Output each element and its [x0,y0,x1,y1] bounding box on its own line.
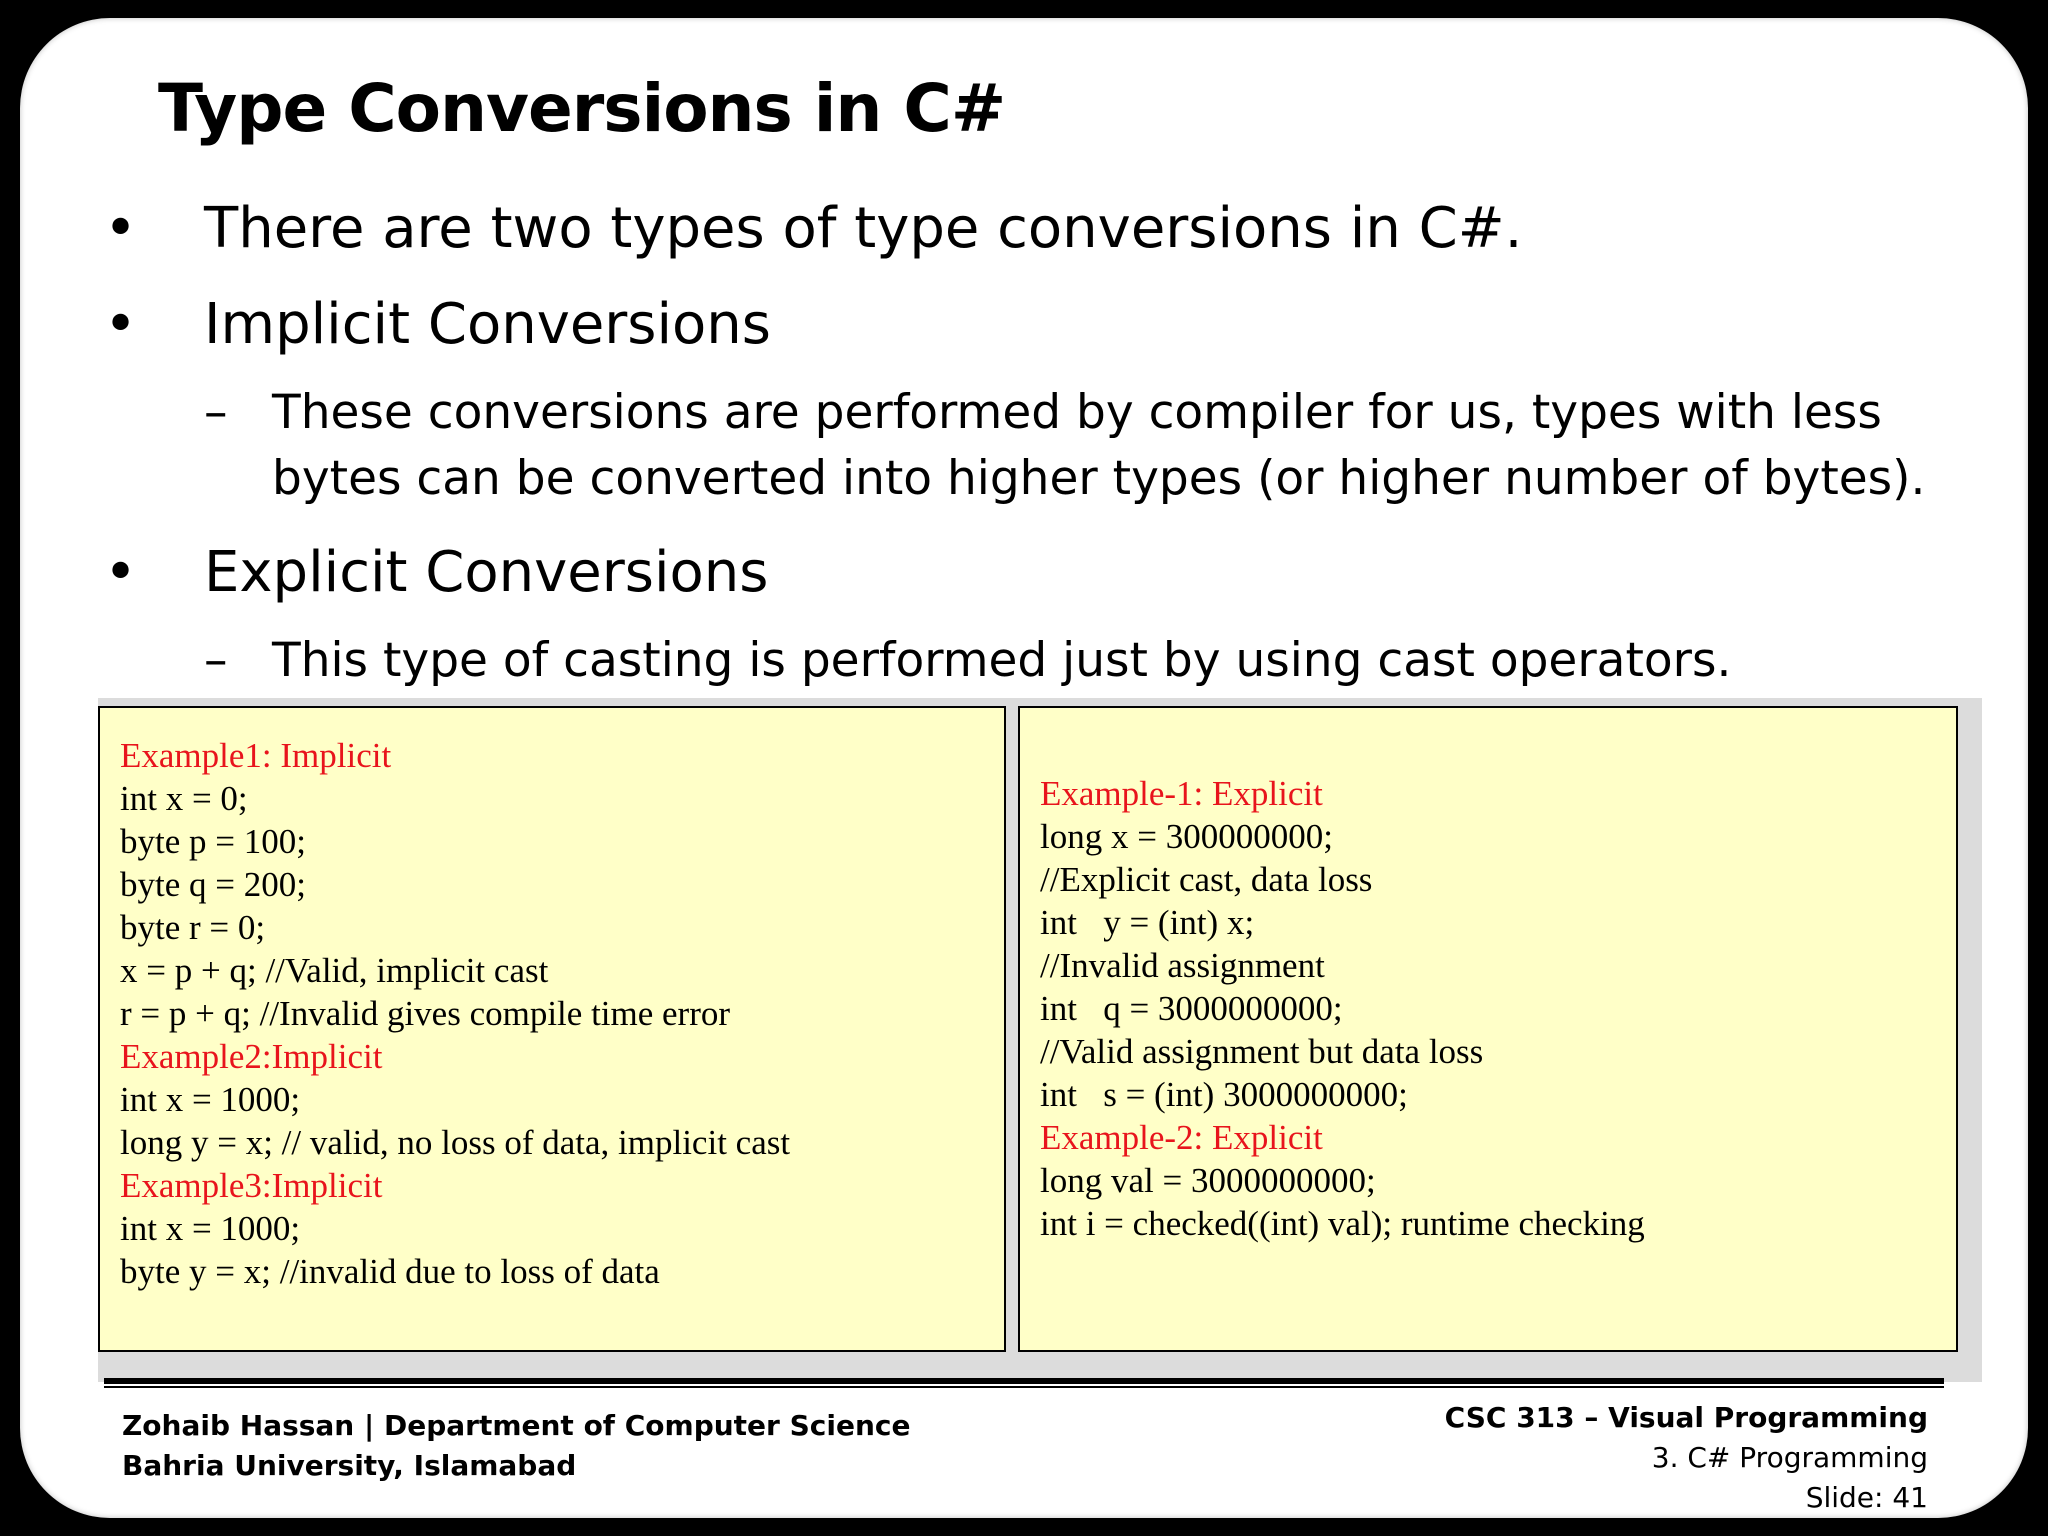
code-example-heading: Example1: Implicit [120,736,392,775]
footer-course [1445,1398,1928,1518]
implicit-code-lines [120,734,994,1293]
code-line: int x = 0; [120,779,248,818]
footer-divider-thin [104,1386,1944,1388]
explicit-code-lines [1040,772,1946,1245]
code-line: int x = 1000; [120,1080,301,1119]
author-line: Zohaib Hassan | Department of Computer Science [122,1409,911,1442]
footer-author [122,1406,910,1486]
code-line: int s = (int) 3000000000; [1040,1075,1408,1114]
code-line: //Explicit cast, data loss [1040,860,1373,899]
code-line: byte q = 200; [120,865,306,904]
code-example-heading: Example2:Implicit [120,1037,383,1076]
bullet-mark: • [104,540,138,605]
code-example-heading: Example-1: Explicit [1040,774,1323,813]
sub-bullet-line-1: This type of casting is performed just by using cast operators. [272,633,1732,688]
code-line: long y = x; // valid, no loss of data, implicit cast [120,1123,791,1162]
slide-title: Type Conversions in C# [158,70,1006,147]
code-line: int y = (int) x; [1040,903,1255,942]
footer-divider [104,1378,1944,1384]
bullet-mark: • [104,196,138,261]
code-line: //Invalid assignment [1040,946,1325,985]
code-line: int x = 1000; [120,1209,301,1248]
bullet-text: Implicit Conversions [204,292,771,357]
code-line: byte p = 100; [120,822,306,861]
code-line: //Valid assignment but data loss [1040,1032,1484,1071]
sub-bullet-line-2: bytes can be converted into higher types (or higher number of bytes). [272,451,1926,506]
sub-bullet-line-1: These conversions are performed by compiler for us, types with less [272,385,1882,440]
slide [20,18,2028,1518]
code-line: byte y = x; //invalid due to loss of data [120,1252,660,1291]
code-examples [98,698,1982,1382]
code-line: long x = 300000000; [1040,817,1333,856]
bullet-text: Explicit Conversions [204,540,769,605]
implicit-code-box [98,706,1006,1352]
bullet-text: There are two types of type conversions in C#. [204,196,1523,261]
code-example-heading: Example3:Implicit [120,1166,383,1205]
code-line: int q = 3000000000; [1040,989,1343,1028]
institution-line: Bahria University, Islamabad [122,1449,577,1482]
topic-line: 3. C# Programming [1651,1441,1928,1474]
explicit-code-box [1018,706,1958,1352]
dash-mark: – [204,633,228,688]
code-line: long val = 3000000000; [1040,1161,1376,1200]
code-line: x = p + q; //Valid, implicit cast [120,951,549,990]
code-line: int i = checked((int) val); runtime checking [1040,1204,1645,1243]
code-line: byte r = 0; [120,908,266,947]
slide-number: Slide: 41 [1805,1481,1928,1514]
code-example-heading: Example-2: Explicit [1040,1118,1323,1157]
dash-mark: – [204,385,228,440]
bullet-mark: • [104,292,138,357]
course-title: CSC 313 – Visual Programming [1444,1401,1928,1434]
code-line: r = p + q; //Invalid gives compile time error [120,994,731,1033]
